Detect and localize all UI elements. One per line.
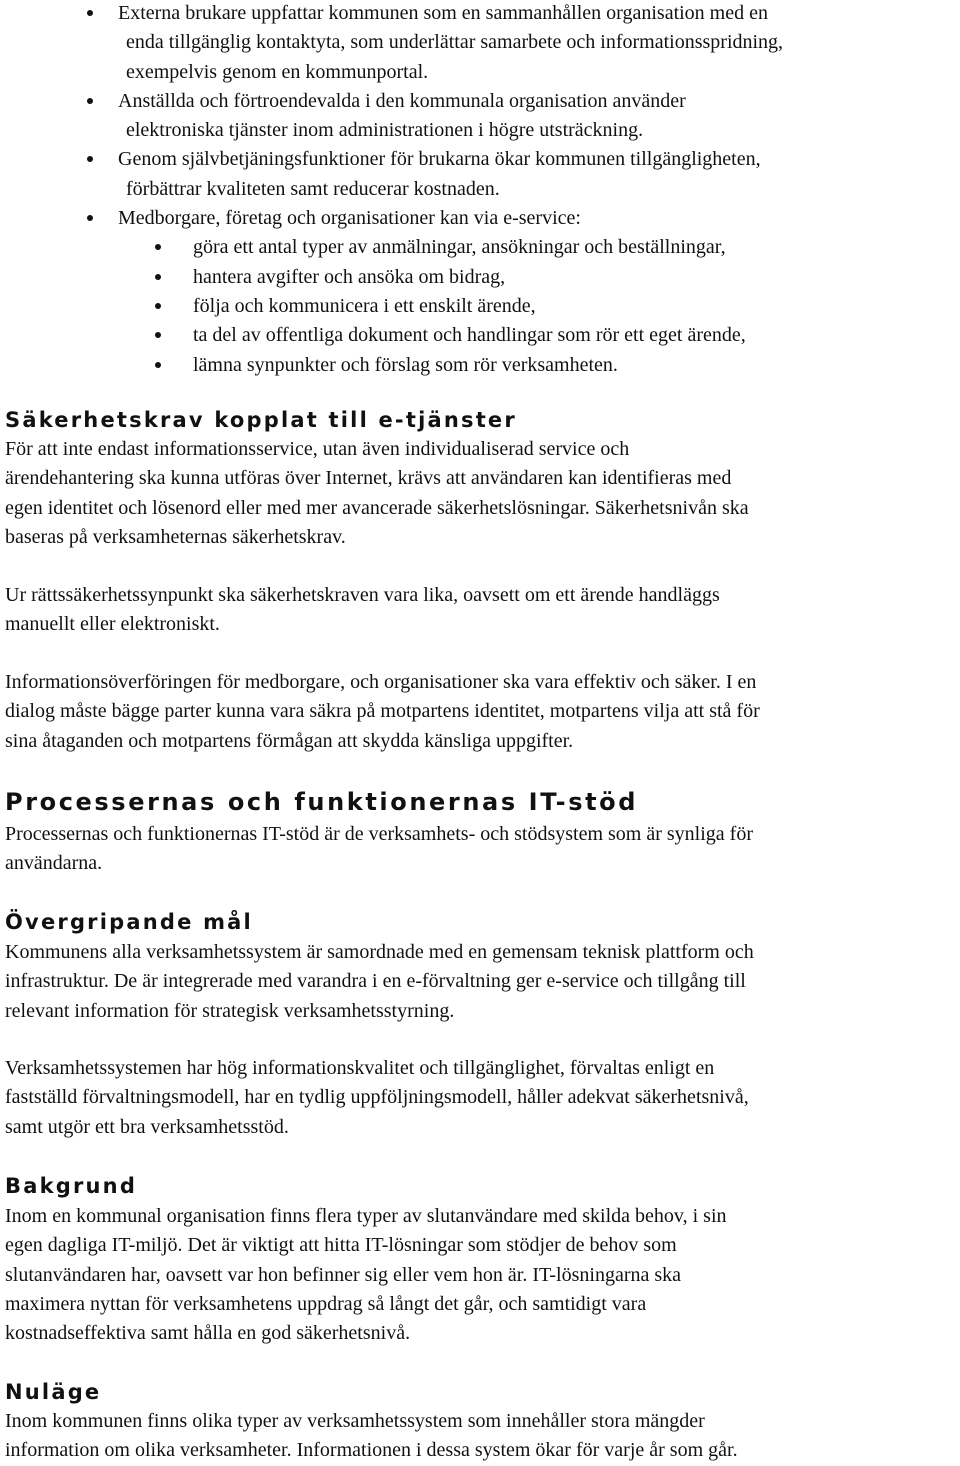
sub-bullet-item <box>0 292 960 321</box>
paragraph-line: samt utgör ett bra verksamhetsstöd. <box>5 1115 289 1138</box>
bullet-item <box>0 87 960 146</box>
paragraph-line: fastställd förvaltningsmodell, har en tydlig uppföljningsmodell, håller adekvat säkerhetsnivå, <box>5 1086 749 1109</box>
bullet-dot-icon <box>155 244 161 250</box>
paragraph-line: Processernas och funktionernas IT-stöd är de verksamhets- och stödsystem som är synliga för <box>5 823 753 845</box>
paragraph <box>5 938 754 1026</box>
sub-bullet-text: ta del av offentliga dokument och handlingar som rör ett eget ärende, <box>193 324 746 347</box>
section-heading-processer: Processernas och funktionernas IT-stöd <box>5 788 639 816</box>
paragraph-line: baseras på verksamheternas säkerhetskrav. <box>5 525 346 548</box>
sub-bullet-text: göra ett antal typer av anmälningar, ansökningar och beställningar, <box>193 236 726 259</box>
bullet-dot-icon <box>155 362 161 368</box>
paragraph-line: relevant information för strategisk verksamhetsstyrning. <box>5 999 455 1022</box>
bullet-item <box>0 204 960 233</box>
bullet-text-line: enda tillgänglig kontaktyta, som underlättar samarbete och informationsspridning, <box>126 31 784 54</box>
paragraph-line: Inom en kommunal organisation finns flera typer av slutanvändare med skilda behov, i sin <box>5 1205 727 1227</box>
bullet-dot-icon <box>155 303 161 309</box>
bullet-text-line: Externa brukare uppfattar kommunen som en sammanhållen organisation med en <box>118 2 768 24</box>
bullet-text-line: förbättrar kvaliteten samt reducerar kostnaden. <box>126 177 500 200</box>
paragraph <box>5 1407 738 1466</box>
sub-bullet-text: hantera avgifter och ansöka om bidrag, <box>193 265 506 288</box>
paragraph-line: kostnadseffektiva samt hålla en god säkerhetsnivå. <box>5 1322 411 1345</box>
paragraph <box>5 820 753 879</box>
bullet-dot-icon <box>155 332 161 338</box>
sub-bullet-item <box>0 351 960 380</box>
bullet-text-line: exempelvis genom en kommunportal. <box>126 60 429 83</box>
paragraph-line: egen dagliga IT-miljö. Det är viktigt att hitta IT-lösningar som stödjer de behov som <box>5 1234 677 1257</box>
section-heading-overgripande: Övergripande mål <box>5 910 253 934</box>
bullet-text-line: Anställda och förtroendevalda i den kommunala organisation använder <box>118 89 686 112</box>
sub-bullet-item <box>0 233 960 262</box>
paragraph-line: slutanvändaren har, oavsett var hon befinner sig eller vem hon är. IT-lösningarna ska <box>5 1263 682 1286</box>
paragraph-line: egen identitet och lösenord eller med mer avancerade säkerhetslösningar. Säkerhetsnivån ska <box>5 496 749 519</box>
bullet-dot-icon <box>87 10 93 16</box>
section-heading-bakgrund: Bakgrund <box>5 1174 138 1198</box>
paragraph-line: Ur rättssäkerhetssynpunkt ska säkerhetskraven vara lika, oavsett om ett ärende handläggs <box>5 584 720 606</box>
paragraph <box>5 435 749 552</box>
paragraph-line: sina åtaganden och motpartens förmågan att skydda känsliga uppgifter. <box>5 729 574 752</box>
bullet-item <box>0 0 960 87</box>
sub-bullet-item <box>0 263 960 292</box>
bullet-dot-icon <box>155 274 161 280</box>
paragraph <box>5 668 760 756</box>
paragraph-line: information om olika verksamheter. Informationen i dessa system ökar för varje år som går. <box>5 1439 738 1462</box>
paragraph-line: ärendehantering ska kunna utföras över Internet, krävs att användaren kan identifieras med <box>5 467 732 490</box>
bullet-text-line: elektroniska tjänster inom administrationen i högre utsträckning. <box>126 119 644 142</box>
sub-bullet-item <box>0 321 960 350</box>
sub-bullet-text: följa och kommunicera i ett enskilt ärende, <box>193 294 536 317</box>
paragraph-line: Informationsöverföringen för medborgare, och organisationer ska vara effektiv och säker. I en <box>5 671 757 693</box>
paragraph <box>5 1202 727 1348</box>
paragraph-line: Verksamhetssystemen har hög informationskvalitet och tillgänglighet, förvaltas enligt en <box>5 1057 715 1079</box>
bullet-list <box>0 0 960 380</box>
paragraph-line: infrastruktur. De är integrerade med varandra i en e-förvaltning ger e-service och tillgång till <box>5 970 746 993</box>
bullet-dot-icon <box>87 98 93 104</box>
paragraph-line: Kommunens alla verksamhetssystem är samordnade med en gemensam teknisk plattform och <box>5 941 754 963</box>
sub-bullet-text: lämna synpunkter och förslag som rör verksamheten. <box>193 353 618 376</box>
section-heading-nulage: Nuläge <box>5 1380 102 1404</box>
paragraph-line: För att inte endast informationsservice, utan även individualiserad service och <box>5 438 630 460</box>
paragraph <box>5 1054 749 1142</box>
section-heading-sakerhetskrav: Säkerhetskrav kopplat till e-tjänster <box>5 408 517 432</box>
paragraph-line: manuellt eller elektroniskt. <box>5 613 220 636</box>
paragraph-line: dialog måste bägge parter kunna vara säkra på motpartens identitet, motpartens vilja att stå för <box>5 700 760 723</box>
paragraph <box>5 581 720 640</box>
paragraph-line: maximera nyttan för verksamhetens uppdrag så långt det går, och samtidigt vara <box>5 1292 647 1315</box>
bullet-dot-icon <box>87 156 93 162</box>
bullet-dot-icon <box>87 215 93 221</box>
bullet-item <box>0 145 960 204</box>
paragraph-line: Inom kommunen finns olika typer av verksamhetssystem som innehåller stora mängder <box>5 1410 705 1432</box>
paragraph-line: användarna. <box>5 852 103 875</box>
bullet-text-line: Genom självbetjäningsfunktioner för brukarna ökar kommunen tillgängligheten, <box>118 148 761 171</box>
bullet-text-line: Medborgare, företag och organisationer kan via e-service: <box>118 207 581 230</box>
